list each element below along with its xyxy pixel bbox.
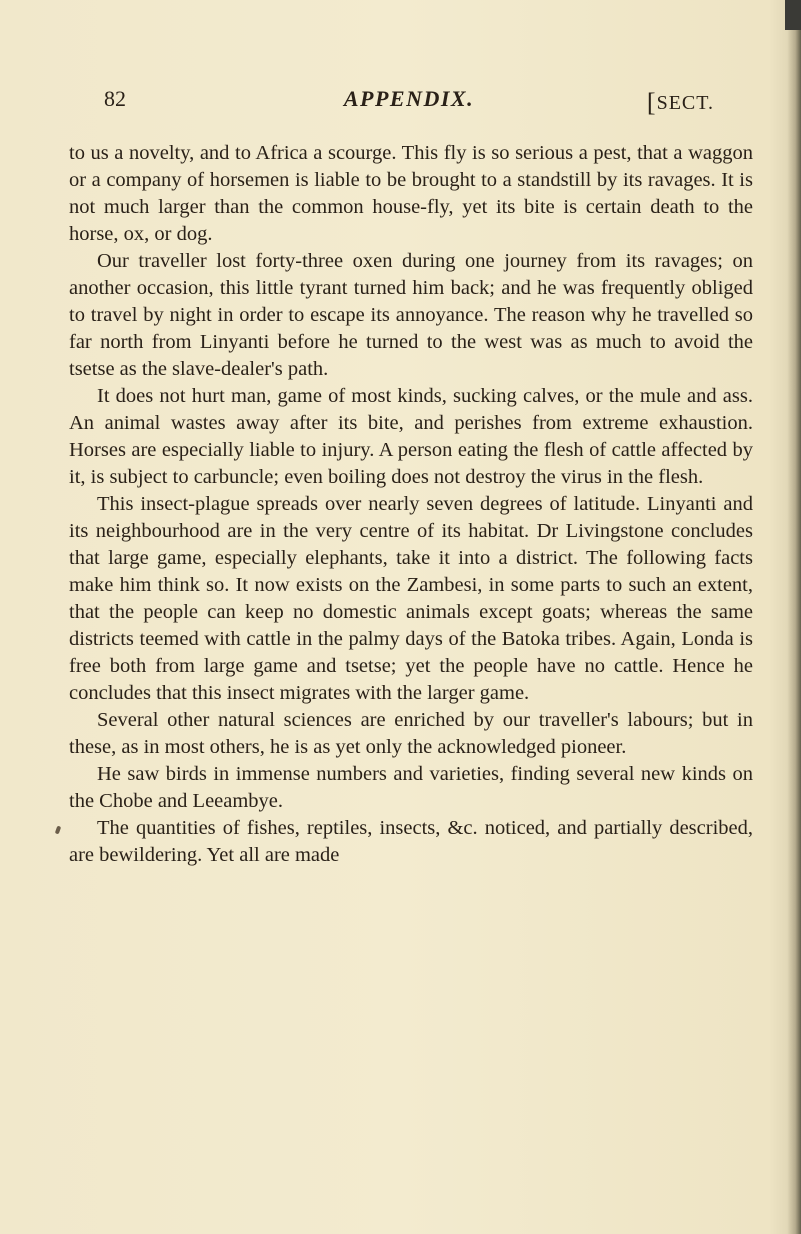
paper-speck bbox=[55, 826, 61, 835]
corner-mark bbox=[785, 0, 801, 30]
page-edge-shadow bbox=[787, 0, 801, 1234]
page-header bbox=[104, 86, 714, 116]
paragraph: Several other natural sciences are enriched by our traveller's labours; but in these, as in most others, he is as yet only the acknowledged pioneer. bbox=[69, 709, 753, 758]
section-mark bbox=[647, 86, 714, 116]
page-number: 82 bbox=[104, 86, 126, 111]
paragraph: The quantities of fishes, reptiles, insects, &c. noticed, and partially described, are bewildering. Yet all are made bbox=[69, 817, 753, 866]
paragraph: This insect-plague spreads over nearly seven degrees of latitude. Linyanti and its neighbourhood are in the very centre of its habitat. Dr Livingstone concludes that large game, especially elephants, take it into a district. The following facts make him think so. It now exists on the Zambesi, in some parts to such an extent, that the people can keep no domestic animals except goats; whereas the same districts teemed with cattle in the palmy days of the Batoka tribes. Again, Londa is free both from large game and tsetse; yet the people have no cattle. Hence he concludes that this insect migrates with the larger game. bbox=[69, 493, 753, 704]
body-text bbox=[69, 140, 753, 869]
paragraph: He saw birds in immense numbers and varieties, finding several new kinds on the Chobe and Leeambye. bbox=[69, 763, 753, 812]
paragraph-continuation: to us a novelty, and to Africa a scourge. This fly is so serious a pest, that a waggon or a company of horsemen is liable to be brought to a standstill by its ravages. It is not much larger than the common house-fly, yet its bite is certain death to the horse, ox, or dog. bbox=[69, 142, 753, 245]
paragraph: It does not hurt man, game of most kinds, sucking calves, or the mule and ass. An animal wastes away after its bite, and perishes from extreme exhaustion. Horses are especially liable to injury. A person eating the flesh of cattle affected by it, is subject to carbuncle; even boiling does not destroy the virus in the flesh. bbox=[69, 385, 753, 488]
running-title: APPENDIX. bbox=[343, 86, 475, 111]
paragraph: Our traveller lost forty-three oxen during one journey from its ravages; on another occasion, this little tyrant turned him back; and he was frequently obliged to travel by night in order to escape its annoyance. The reason why he travelled so far north from Linyanti before he turned to the west was as much to avoid the tsetse as the slave-dealer's path. bbox=[69, 250, 753, 380]
section-bracket: [ bbox=[646, 88, 657, 117]
section-label: SECT. bbox=[656, 92, 714, 114]
